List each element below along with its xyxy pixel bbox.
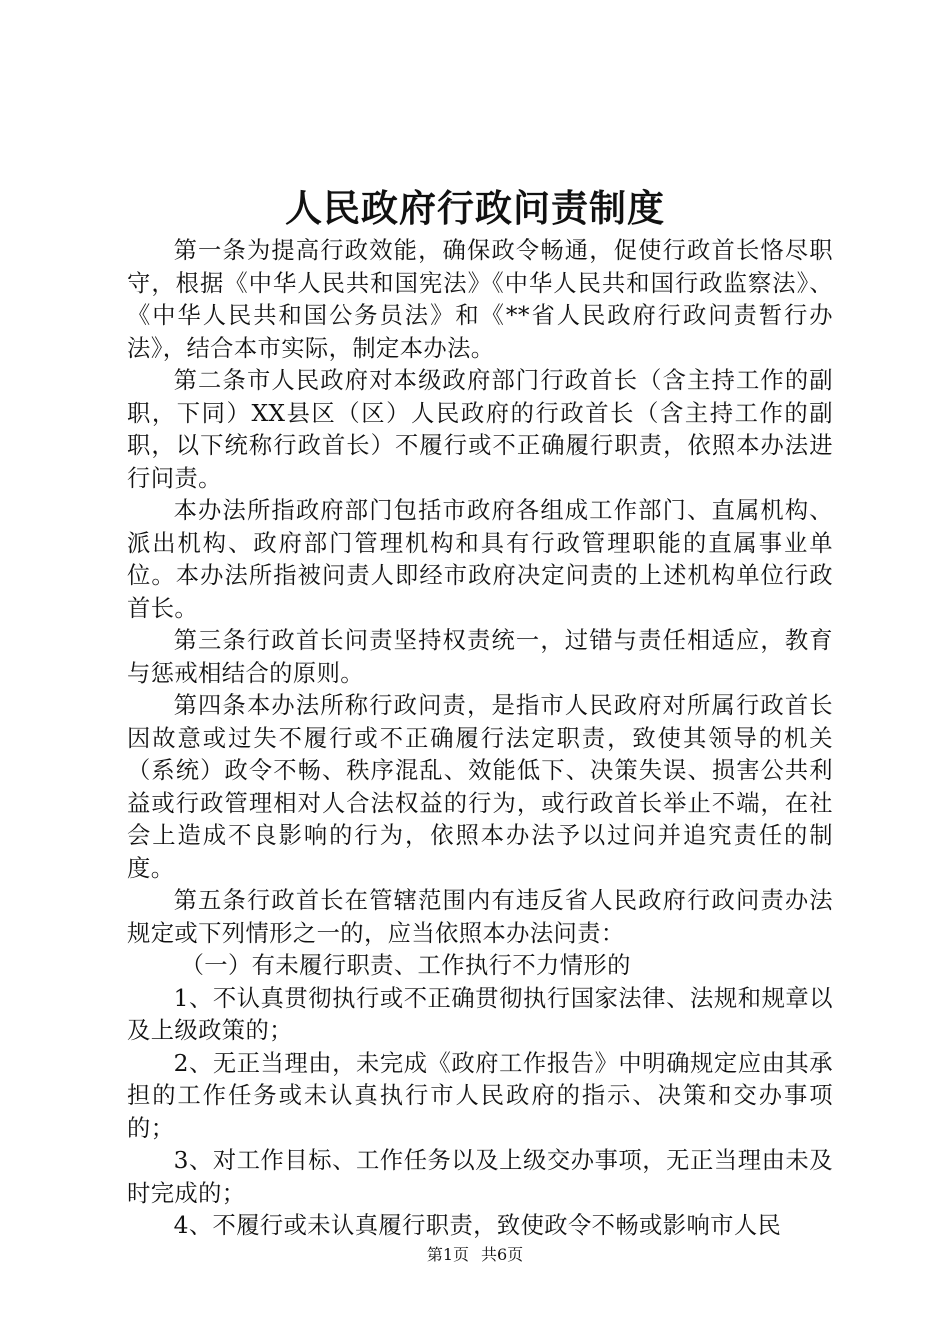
- list-item-4: 4、不履行或未认真履行职责，致使政令不畅或影响市人民: [173, 1212, 782, 1239]
- paragraph-subsection-1: （一）有未履行职责、工作执行不力情形的: [180, 952, 631, 979]
- list-item-3: 3、对工作目标、工作任务以及上级交办事项，无正当理由未及时完成的；: [127, 1147, 833, 1207]
- paragraph-article-5: 第五条行政首长在管辖范围内有违反省人民政府行政问责办法规定或下列情形之一的，应当依照本办法问责：: [127, 887, 833, 947]
- paragraph-article-1: 第一条为提高行政效能，确保政令畅通，促使行政首长恪尽职守，根据《中华人民共和国宪法》《中华人民共和国行政监察法》、《中华人民共和国公务员法》和《**省人民政府行政问责暂行办法》，结合本市实际，制定本办法。: [127, 237, 833, 362]
- list-item-1: 1、不认真贯彻执行或不正确贯彻执行国家法律、法规和规章以及上级政策的；: [127, 984, 833, 1044]
- paragraph-scope-definition: 本办法所指政府部门包括市政府各组成工作部门、直属机构、派出机构、政府部门管理机构和具有行政管理职能的直属事业单位。本办法所指被问责人即经市政府决定问责的上述机构单位行政首长。: [127, 497, 833, 622]
- paragraph-article-2: 第二条市人民政府对本级政府部门行政首长（含主持工作的副职，下同）XX县区（区）人民政府的行政首长（含主持工作的副职，以下统称行政首长）不履行或不正确履行职责，依照本办法进行问责。: [127, 367, 833, 492]
- page-total: 共6页: [481, 1245, 524, 1264]
- page-footer: [0, 1244, 950, 1266]
- page-number: 第1页: [426, 1245, 469, 1264]
- list-item-2: 2、无正当理由，未完成《政府工作报告》中明确规定应由其承担的工作任务或未认真执行市人民政府的指示、决策和交办事项的；: [127, 1049, 833, 1142]
- document-body: [127, 235, 833, 1243]
- paragraph-article-3: 第三条行政首长问责坚持权责统一，过错与责任相适应，教育与惩戒相结合的原则。: [127, 627, 833, 687]
- document-title: 人民政府行政问责制度: [285, 186, 665, 230]
- paragraph-article-4: 第四条本办法所称行政问责，是指市人民政府对所属行政首长因故意或过失不履行或不正确履行法定职责，致使其领导的机关（系统）政令不畅、秩序混乱、效能低下、决策失误、损害公共利益或行政管理相对人合法权益的行为，或行政首长举止不端，在社会上造成不良影响的行为，依照本办法予以过问并追究责任的制度。: [127, 692, 833, 882]
